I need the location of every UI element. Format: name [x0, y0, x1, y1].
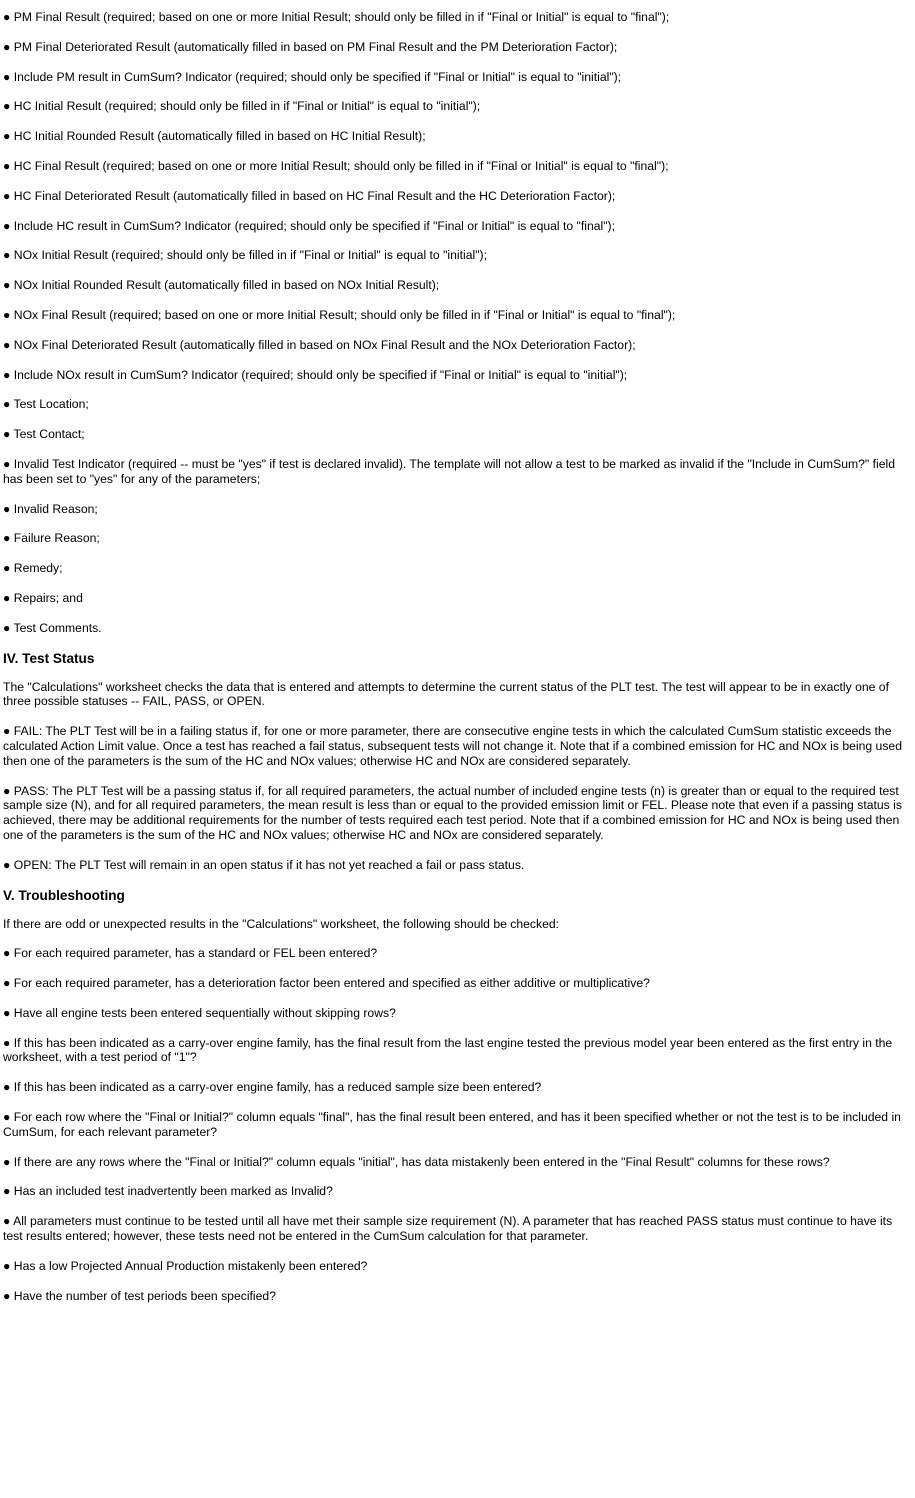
bullet-item [3, 1184, 908, 1199]
field-list [3, 10, 908, 636]
bullet-text: Invalid Reason; [13, 501, 98, 516]
bullet-text: Has an included test inadvertently been marked as Invalid? [13, 1184, 333, 1199]
bullet-text: HC Initial Result (required; should only be filled in if "Final or Initial" is equal to "initial"); [13, 99, 481, 114]
bullet-text: FAIL: The PLT Test will be in a failing status if, for one or more parameter, there are consecutive engine tests in which the calculated CumSum statistic exceeds the calculated Action Limit value. Once a test has reached a fail status, subsequent tests will not change it. Note that if a combined emission for HC and NOx is being used then one of the parameters is the sum of the HC and NOx values; otherwise HC and NOx are considered separately. [3, 724, 902, 768]
bullet-item [3, 858, 908, 873]
bullet-icon: ● [3, 248, 11, 263]
bullet-item [3, 502, 908, 517]
bullet-icon: ● [3, 10, 11, 24]
bullet-item [3, 338, 908, 353]
bullet-text: Test Contact; [13, 427, 85, 442]
bullet-icon: ● [3, 337, 11, 352]
bullet-text: Have the number of test periods been specified? [13, 1288, 276, 1303]
bullet-icon: ● [3, 590, 11, 605]
bullet-text: NOx Initial Rounded Result (automatically filled in based on NOx Initial Result); [13, 278, 440, 293]
bullet-icon: ● [3, 278, 11, 293]
bullet-icon: ● [3, 1214, 11, 1229]
bullet-icon: ● [3, 783, 11, 798]
bullet-icon: ● [3, 561, 11, 576]
bullet-text: Include NOx result in CumSum? Indicator (required; should only be specified if "Final or Initial" is equal to "initial"); [13, 367, 628, 382]
bullet-icon: ● [3, 1035, 11, 1050]
bullet-text: Include HC result in CumSum? Indicator (required; should only be specified if "Final or Initial" is equal to "final"); [13, 218, 615, 233]
bullet-item [3, 1155, 908, 1170]
bullet-item [3, 1214, 908, 1244]
bullet-text: If there are any rows where the "Final or Initial?" column equals "initial", has data mistakenly been entered in the "Final Result" columns for these rows? [13, 1154, 830, 1169]
bullet-item [3, 278, 908, 293]
bullet-text: If this has been indicated as a carry-over engine family, has a reduced sample size been entered? [13, 1080, 542, 1095]
bullet-text: HC Final Result (required; based on one or more Initial Result; should only be filled in if "Final or Initial" is equal to "final"); [13, 158, 669, 173]
bullet-icon: ● [3, 218, 11, 233]
bullet-item [3, 427, 908, 442]
bullet-text: All parameters must continue to be tested until all have met their sample size requirement (N). A parameter that has reached PASS status must continue to have its test results entered; however, these tests need not be entered in the CumSum calculation for that parameter. [3, 1214, 893, 1244]
test-status-intro: The "Calculations" worksheet checks the data that is entered and attempts to determine the current status of the PLT test. The test will appear to be in exactly one of three possible statuses -- FAIL, PASS, or OPEN. [3, 679, 889, 709]
bullet-item [3, 976, 908, 991]
bullet-text: Remedy; [13, 561, 63, 576]
bullet-item [3, 368, 908, 383]
bullet-text: PASS: The PLT Test will be a passing status if, for all required parameters, the actual number of included engine tests (n) is greater than or equal to the required test sample size (N), and for all required parameters, the mean result is less than or equal to the provided emission limit or FEL. Please note that even if a passing status is achieved, there may be additional requirements for the number of tests required each test period. Note that if a combined emission for HC and NOx is being used then one of the parameters is the sum of the HC and NOx values; otherwise HC and NOx are considered separately. [3, 783, 902, 842]
bullet-text: NOx Final Result (required; based on one or more Initial Result; should only be filled in if "Final or Initial" is equal to "final"); [13, 307, 676, 322]
bullet-icon: ● [3, 946, 11, 961]
bullet-text: NOx Final Deteriorated Result (automatically filled in based on NOx Final Result and the NOx Deterioration Factor); [13, 337, 636, 352]
bullet-item [3, 129, 908, 144]
bullet-item [3, 621, 908, 636]
bullet-item [3, 946, 908, 961]
bullet-item [3, 1259, 908, 1274]
bullet-item [3, 189, 908, 204]
bullet-item [3, 1080, 908, 1095]
bullet-icon: ● [3, 724, 11, 739]
bullet-icon: ● [3, 307, 11, 322]
section-heading-troubleshooting: V. Troubleshooting [3, 887, 125, 903]
bullet-item [3, 561, 908, 576]
bullet-icon: ● [3, 456, 11, 471]
bullet-text: NOx Initial Result (required; should only be filled in if "Final or Initial" is equal to "initial"); [13, 248, 487, 263]
bullet-text: HC Initial Rounded Result (automatically filled in based on HC Initial Result); [13, 129, 426, 144]
bullet-icon: ● [3, 1288, 11, 1303]
bullet-text: If this has been indicated as a carry-over engine family, has the final result from the last engine tested the previous model year been entered as the first entry in the worksheet, with a test period of "1"? [3, 1035, 893, 1065]
bullet-text: Has a low Projected Annual Production mistakenly been entered? [13, 1258, 368, 1273]
bullet-item [3, 1289, 908, 1304]
bullet-icon: ● [3, 857, 11, 872]
bullet-item [3, 784, 908, 843]
bullet-text: PM Final Deteriorated Result (automatically filled in based on PM Final Result and the PM Deterioration Factor); [13, 39, 618, 54]
bullet-icon: ● [3, 1154, 11, 1169]
bullet-text: Failure Reason; [13, 531, 100, 546]
bullet-item [3, 219, 908, 234]
bullet-item [3, 308, 908, 323]
bullet-icon: ● [3, 1005, 11, 1020]
bullet-item [3, 248, 908, 263]
bullet-text: Test Location; [13, 397, 89, 412]
bullet-icon: ● [3, 1110, 11, 1125]
bullet-icon: ● [3, 1258, 11, 1273]
bullet-icon: ● [3, 427, 11, 442]
bullet-text: Have all engine tests been entered sequentially without skipping rows? [13, 1005, 396, 1020]
bullet-item [3, 457, 908, 487]
bullet-icon: ● [3, 397, 11, 412]
bullet-text: For each required parameter, has a deterioration factor been entered and specified as either additive or multiplicative? [13, 976, 650, 991]
bullet-icon: ● [3, 188, 11, 203]
bullet-item [3, 397, 908, 412]
bullet-text: PM Final Result (required; based on one or more Initial Result; should only be filled in if "Final or Initial" is equal to "final"); [13, 10, 670, 24]
bullet-icon: ● [3, 976, 11, 991]
troubleshooting-intro: If there are odd or unexpected results in the "Calculations" worksheet, the following should be checked: [3, 916, 560, 931]
bullet-item [3, 10, 908, 25]
test-status-list [3, 724, 908, 872]
troubleshooting-list [3, 946, 908, 1303]
bullet-text: Repairs; and [13, 590, 83, 605]
bullet-icon: ● [3, 158, 11, 173]
bullet-text: Invalid Test Indicator (required -- must be "yes" if test is declared invalid). The template will not allow a test to be marked as invalid if the "Include in CumSum?" field has been set to "yes" for any of the parameters; [3, 456, 895, 486]
bullet-icon: ● [3, 531, 11, 546]
bullet-item [3, 40, 908, 55]
bullet-icon: ● [3, 1184, 11, 1199]
bullet-icon: ● [3, 129, 11, 144]
bullet-item [3, 159, 908, 174]
bullet-item [3, 1110, 908, 1140]
bullet-item [3, 591, 908, 606]
bullet-text: HC Final Deteriorated Result (automatically filled in based on HC Final Result and the HC Deterioration Factor); [13, 188, 616, 203]
bullet-item [3, 70, 908, 85]
bullet-icon: ● [3, 367, 11, 382]
bullet-icon: ● [3, 1080, 11, 1095]
bullet-icon: ● [3, 620, 11, 635]
bullet-text: For each required parameter, has a standard or FEL been entered? [13, 946, 378, 961]
bullet-text: Include PM result in CumSum? Indicator (required; should only be specified if "Final or Initial" is equal to "initial"); [13, 69, 622, 84]
bullet-icon: ● [3, 99, 11, 114]
bullet-icon: ● [3, 501, 11, 516]
bullet-text: Test Comments. [13, 620, 102, 635]
section-heading-test-status: IV. Test Status [3, 650, 95, 666]
bullet-item [3, 1006, 908, 1021]
bullet-icon: ● [3, 69, 11, 84]
bullet-item [3, 531, 908, 546]
bullet-item [3, 724, 908, 768]
bullet-text: OPEN: The PLT Test will remain in an open status if it has not yet reached a fail or pass status. [13, 857, 525, 872]
bullet-item [3, 1036, 908, 1066]
bullet-text: For each row where the "Final or Initial?" column equals "final", has the final result been entered, and has it been specified whether or not the test is to be included in CumSum, for each relevant parameter? [3, 1110, 901, 1139]
bullet-item [3, 99, 908, 114]
bullet-icon: ● [3, 39, 11, 54]
